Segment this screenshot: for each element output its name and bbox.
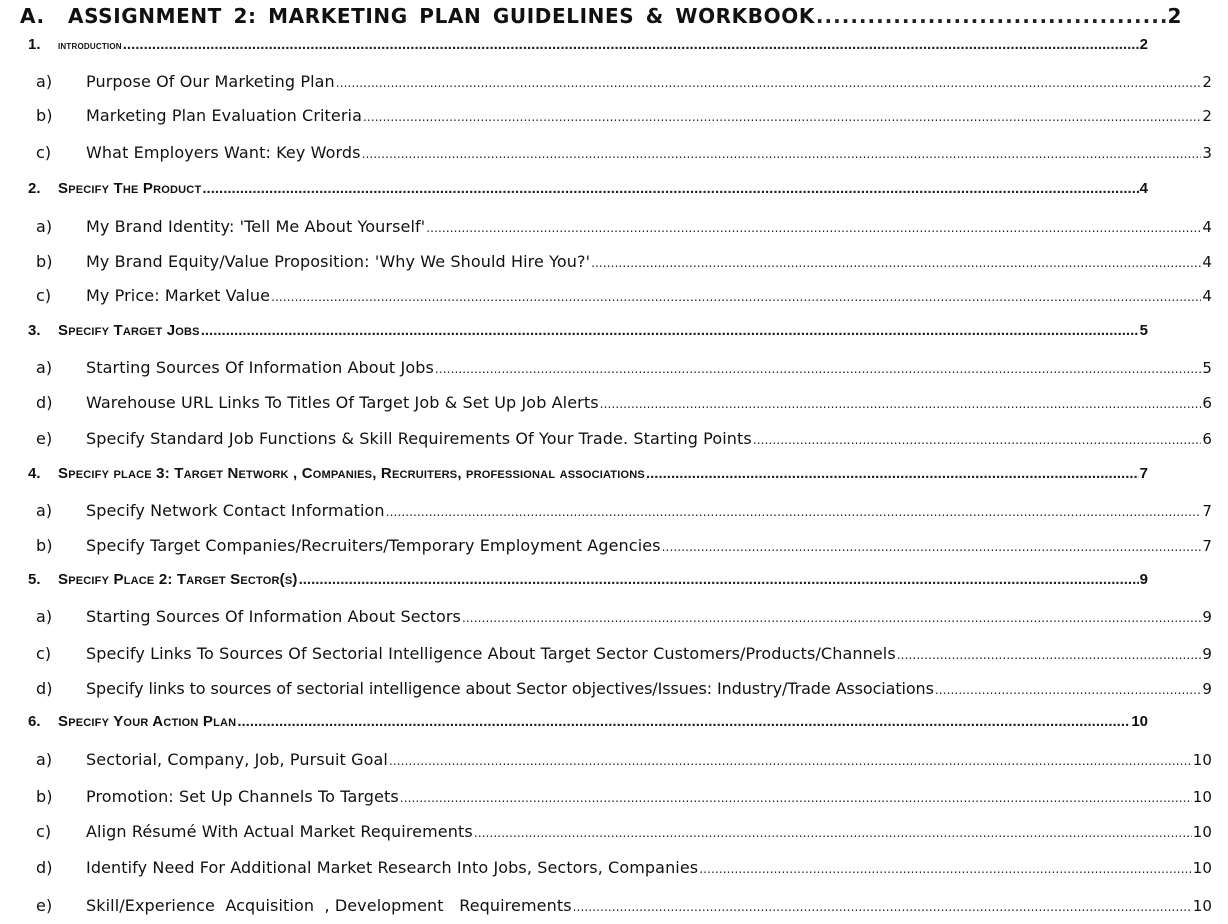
page-number: 4: [1202, 253, 1212, 271]
entry-number: d): [36, 679, 53, 698]
toc-entry[interactable]: [36, 106, 1212, 128]
entry-number: b): [36, 536, 53, 555]
toc-entry[interactable]: [36, 787, 1212, 809]
section-number: 4.: [28, 465, 41, 482]
page-number: 2: [1202, 107, 1212, 125]
page-number: 5: [1139, 322, 1148, 339]
dot-leader: [591, 256, 1201, 270]
dot-leader: [662, 540, 1202, 554]
dot-leader: [935, 683, 1202, 697]
section-number: 2.: [28, 180, 41, 197]
section-number: 6.: [28, 713, 41, 730]
section-number: 3.: [28, 322, 41, 339]
toc-entry[interactable]: [36, 644, 1212, 666]
entry-title: Identify Need For Additional Market Research Into Jobs, Sectors, Companies: [86, 858, 699, 877]
page-number: 9: [1202, 680, 1212, 698]
entry-title: My Brand Identity: 'Tell Me About Yourself': [86, 217, 426, 236]
entry-number: d): [36, 858, 53, 877]
dot-leader: [600, 397, 1202, 411]
dot-leader: [299, 571, 1139, 588]
page-number: 2: [1202, 73, 1212, 91]
dot-leader: [897, 648, 1202, 662]
entry-number: a): [36, 358, 53, 377]
entry-number: c): [36, 822, 52, 841]
page-number: 10: [1131, 713, 1148, 730]
dot-leader: [363, 110, 1201, 124]
heading-number: A.: [20, 4, 45, 28]
entry-number: a): [36, 607, 53, 626]
toc-entry[interactable]: [36, 822, 1212, 844]
page-number: 10: [1192, 788, 1212, 806]
entry-title: Marketing Plan Evaluation Criteria: [86, 106, 363, 125]
entry-number: b): [36, 252, 53, 271]
page-number: 10: [1192, 823, 1212, 841]
entry-title: Starting Sources Of Information About Sectors: [86, 607, 461, 626]
toc-section-target-jobs[interactable]: [28, 322, 1148, 344]
dot-leader: [400, 791, 1192, 805]
dot-leader: [202, 180, 1138, 197]
toc-entry[interactable]: [36, 536, 1212, 558]
page-number: 7: [1202, 537, 1212, 555]
toc-main-heading[interactable]: [20, 4, 1182, 28]
section-title: introduction: [58, 38, 122, 52]
page-number: 3: [1202, 144, 1212, 162]
dot-leader: [573, 900, 1192, 914]
entry-title: What Employers Want: Key Words: [86, 143, 361, 162]
dot-leader: [435, 362, 1201, 376]
dot-leader: [201, 322, 1139, 339]
dot-leader: [462, 611, 1201, 625]
entry-title: My Price: Market Value: [86, 286, 271, 305]
entry-number: a): [36, 72, 53, 91]
page-number: 4: [1202, 287, 1212, 305]
entry-title: Skill/Experience Acquisition , Development Requirements: [86, 896, 572, 915]
toc-section-introduction[interactable]: [28, 36, 1148, 58]
toc-section-target-network[interactable]: [28, 465, 1148, 487]
page-number: 4: [1139, 180, 1148, 197]
heading-title: ASSIGNMENT 2: MARKETING PLAN GUIDELINES & WORKBOOK: [68, 4, 815, 28]
entry-number: a): [36, 217, 53, 236]
dot-leader: [389, 754, 1192, 768]
entry-title: Purpose Of Our Marketing Plan: [86, 72, 335, 91]
section-number: 5.: [28, 571, 41, 588]
dot-leader: [753, 433, 1202, 447]
entry-title: Align Résumé With Actual Market Requirements: [86, 822, 473, 841]
entry-number: a): [36, 750, 53, 769]
toc-entry[interactable]: [36, 72, 1212, 94]
toc-entry[interactable]: [36, 501, 1212, 523]
dot-leader: [474, 826, 1192, 840]
page-number: 10: [1192, 859, 1212, 877]
dot-leader: [386, 505, 1202, 519]
page-number: 7: [1202, 502, 1212, 520]
dot-leader: [699, 862, 1191, 876]
page-number: 6: [1202, 394, 1212, 412]
toc-entry[interactable]: [36, 679, 1212, 701]
entry-number: e): [36, 896, 53, 915]
toc-entry[interactable]: [36, 286, 1212, 308]
dot-leader: [426, 221, 1201, 235]
entry-title: Specify links to sources of sectorial intelligence about Sector objectives/Issues: Industry/Trade Associations: [86, 679, 934, 698]
section-title: Specify The Product: [58, 180, 202, 197]
toc-entry[interactable]: [36, 896, 1212, 918]
page-number: 7: [1139, 465, 1148, 482]
toc-entry[interactable]: [36, 358, 1212, 380]
toc-entry[interactable]: [36, 858, 1212, 880]
page-number: 2: [1167, 4, 1182, 28]
toc-entry[interactable]: [36, 607, 1212, 629]
section-title: Specify Place 2: Target Sector(s): [58, 571, 298, 588]
section-title: Specify Target Jobs: [58, 322, 200, 339]
toc-entry[interactable]: [36, 217, 1212, 239]
section-title: Specify place 3: Target Network , Companies, Recruiters, professional associations: [58, 465, 645, 482]
toc-entry[interactable]: [36, 143, 1212, 165]
dot-leader: [362, 147, 1202, 161]
dot-leader: [336, 76, 1202, 90]
entry-number: b): [36, 106, 53, 125]
toc-section-target-sectors[interactable]: [28, 571, 1148, 593]
section-number: 1.: [28, 36, 41, 53]
entry-number: c): [36, 143, 52, 162]
entry-number: b): [36, 787, 53, 806]
dot-leader: [123, 36, 1139, 53]
entry-number: c): [36, 644, 52, 663]
entry-title: My Brand Equity/Value Proposition: 'Why We Should Hire You?': [86, 252, 591, 271]
dot-leader: [646, 465, 1139, 482]
entry-title: Sectorial, Company, Job, Pursuit Goal: [86, 750, 388, 769]
toc-entry[interactable]: [36, 393, 1212, 415]
entry-number: c): [36, 286, 52, 305]
entry-number: e): [36, 429, 53, 448]
entry-title: Specify Network Contact Information: [86, 501, 385, 520]
page-number: 9: [1202, 645, 1212, 663]
entry-number: d): [36, 393, 53, 412]
entry-title: Specify Links To Sources Of Sectorial Intelligence About Target Sector Customers/Products/Channels: [86, 644, 896, 663]
dot-leader: [271, 290, 1201, 304]
page-number: 2: [1139, 36, 1148, 53]
dot-leader: [816, 4, 1167, 28]
entry-title: Promotion: Set Up Channels To Targets: [86, 787, 399, 806]
page-number: 10: [1192, 897, 1212, 915]
toc-entry[interactable]: [36, 252, 1212, 274]
entry-title: Specify Standard Job Functions & Skill Requirements Of Your Trade. Starting Points: [86, 429, 752, 448]
toc-entry[interactable]: [36, 429, 1212, 451]
page-number: 6: [1202, 430, 1212, 448]
dot-leader: [237, 713, 1130, 730]
page-number: 9: [1202, 608, 1212, 626]
section-title: Specify Your Action Plan: [58, 713, 237, 730]
entry-title: Starting Sources Of Information About Jobs: [86, 358, 434, 377]
entry-title: Warehouse URL Links To Titles Of Target Job & Set Up Job Alerts: [86, 393, 599, 412]
toc-entry[interactable]: [36, 750, 1212, 772]
entry-number: a): [36, 501, 53, 520]
toc-section-product[interactable]: [28, 180, 1148, 202]
entry-title: Specify Target Companies/Recruiters/Temporary Employment Agencies: [86, 536, 661, 555]
page-number: 9: [1139, 571, 1148, 588]
page-number: 10: [1192, 751, 1212, 769]
toc-section-action-plan[interactable]: [28, 713, 1148, 735]
page-number: 4: [1202, 218, 1212, 236]
page-number: 5: [1202, 359, 1212, 377]
